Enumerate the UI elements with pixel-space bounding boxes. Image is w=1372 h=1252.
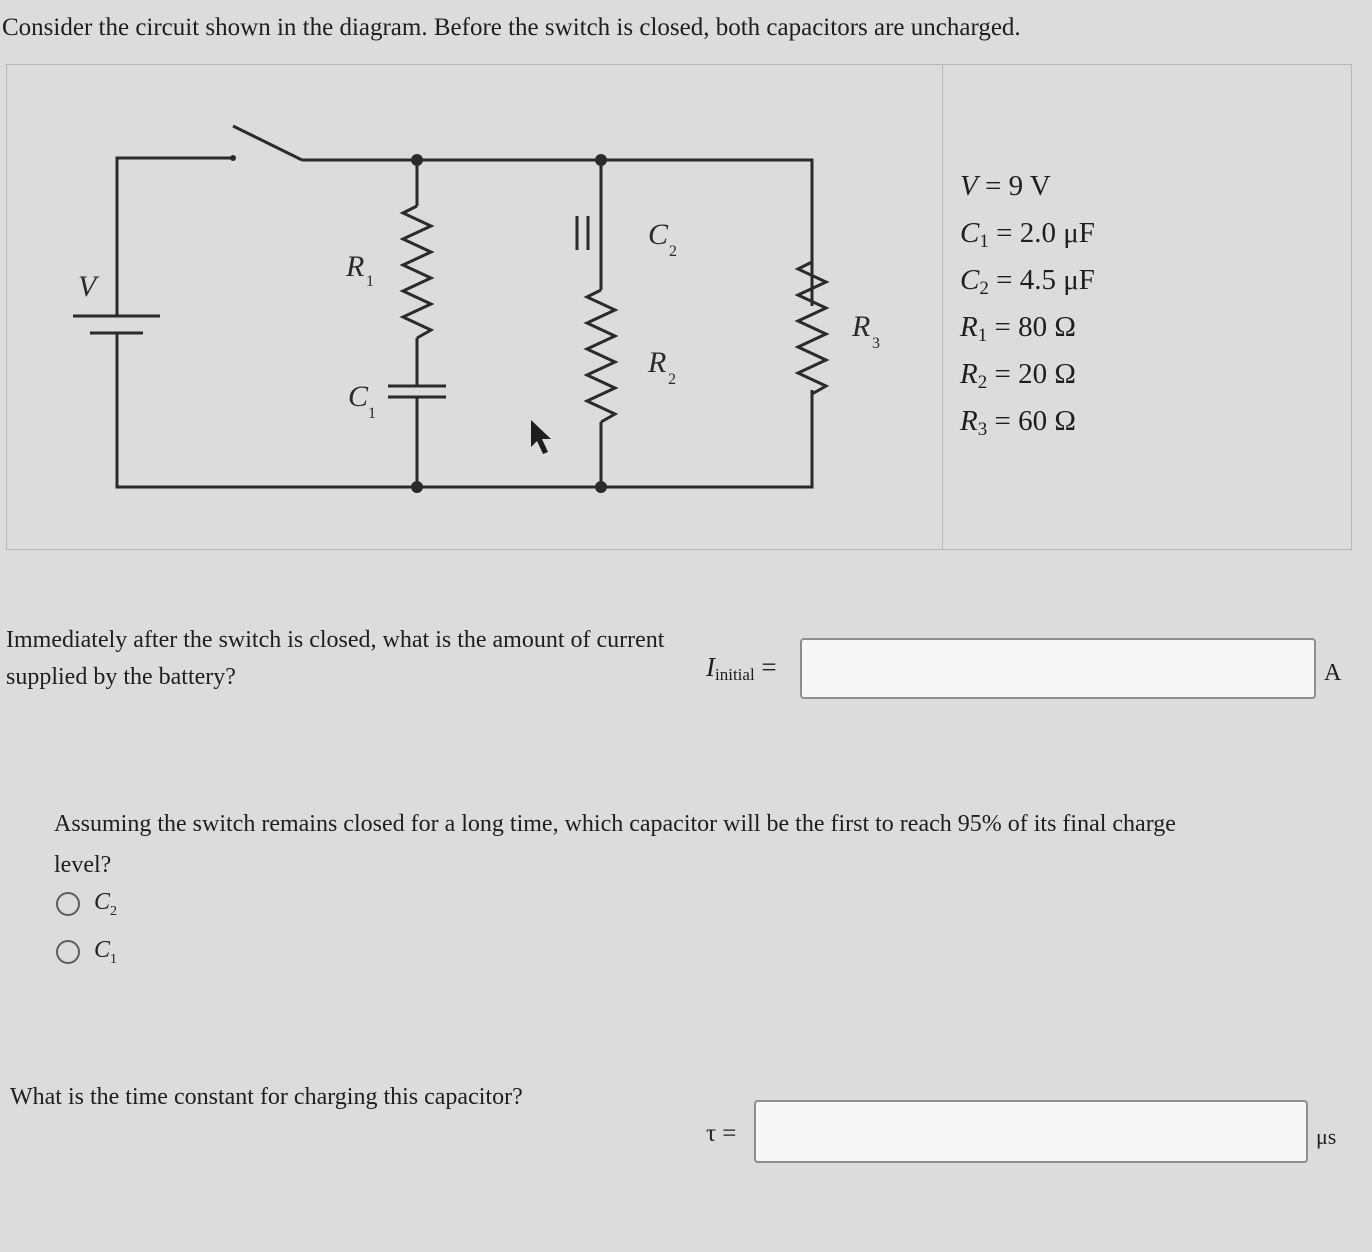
initial-current-input[interactable] (800, 638, 1316, 699)
option-c1-label (94, 937, 117, 968)
junction-top-r1 (411, 154, 423, 166)
label-c1: C (348, 380, 369, 413)
given-values (960, 170, 1095, 452)
resistor-r2 (587, 290, 615, 422)
wire-top (302, 160, 812, 306)
radio-c1[interactable] (56, 940, 80, 964)
current-symbol-sub: initial (715, 665, 755, 684)
option-c2-name: C (94, 888, 111, 915)
intro-text: Consider the circuit shown in the diagram. Before the switch is closed, both capacitors are uncharged. (2, 14, 1021, 41)
label-r3-sub: 3 (872, 335, 880, 352)
option-c1-sub: 1 (110, 951, 118, 967)
current-symbol: I (706, 652, 715, 682)
junction-bottom-r2 (595, 481, 607, 493)
option-c2-sub: 2 (110, 903, 118, 919)
given-name: R (960, 358, 978, 390)
given-sub: 1 (977, 325, 988, 346)
option-c2-label (94, 889, 117, 920)
unit-amperes: A (1324, 660, 1342, 686)
unit-microseconds: μs (1316, 1124, 1337, 1149)
given-sub: 1 (979, 231, 989, 252)
switch-blade (233, 126, 302, 160)
given-r1 (960, 311, 1095, 358)
label-c2: C (648, 218, 669, 251)
wire-left-bottom (117, 333, 812, 487)
given-name: R (960, 405, 978, 437)
given-value: = 2.0 μF (996, 217, 1095, 249)
option-c2[interactable] (56, 886, 117, 922)
label-r2: R (648, 346, 667, 379)
given-r2 (960, 358, 1095, 405)
radio-c2[interactable] (56, 892, 80, 916)
figure-divider (942, 64, 943, 550)
given-r3 (960, 405, 1095, 452)
label-r1-sub: 1 (366, 273, 374, 290)
given-value: = 20 Ω (994, 358, 1076, 390)
tau-label: τ = (706, 1120, 737, 1147)
given-value: = 4.5 μF (996, 264, 1095, 296)
question-initial-current: Immediately after the switch is closed, what is the amount of current supplied by the battery? (6, 627, 665, 690)
option-c1[interactable] (56, 934, 117, 970)
resistor-r1 (403, 206, 431, 338)
given-name: C (960, 264, 980, 296)
junction-bottom-c1 (411, 481, 423, 493)
given-sub: 2 (977, 372, 988, 393)
given-value: = 9 V (984, 170, 1051, 202)
given-value: = 60 Ω (994, 405, 1076, 437)
label-r1: R (346, 250, 365, 283)
label-r2-sub: 2 (668, 371, 676, 388)
question-first-capacitor: Assuming the switch remains closed for a long time, which capacitor will be the first to reach 95% of its final charge level? (54, 811, 1176, 878)
label-v: V (78, 270, 97, 303)
time-constant-input[interactable] (754, 1100, 1308, 1163)
given-value: = 80 Ω (994, 311, 1076, 343)
switch-pivot (230, 155, 236, 161)
circuit-diagram (0, 0, 942, 552)
given-name: V (960, 170, 978, 202)
label-c2-sub: 2 (669, 243, 677, 260)
given-sub: 2 (979, 278, 989, 299)
junction-top-c2 (595, 154, 607, 166)
given-c1 (960, 217, 1095, 264)
label-r3: R (852, 310, 871, 343)
given-sub: 3 (977, 419, 988, 440)
wire-left-top (117, 158, 233, 316)
option-c1-name: C (94, 936, 111, 963)
question-time-constant: What is the time constant for charging this capacitor? (10, 1084, 523, 1110)
current-symbol-label (706, 652, 777, 685)
given-name: R (960, 311, 978, 343)
given-v (960, 170, 1095, 217)
label-c1-sub: 1 (368, 405, 376, 422)
cursor-arrow-icon (531, 420, 551, 454)
current-equals: = (761, 652, 777, 682)
given-name: C (960, 217, 980, 249)
given-c2 (960, 264, 1095, 311)
